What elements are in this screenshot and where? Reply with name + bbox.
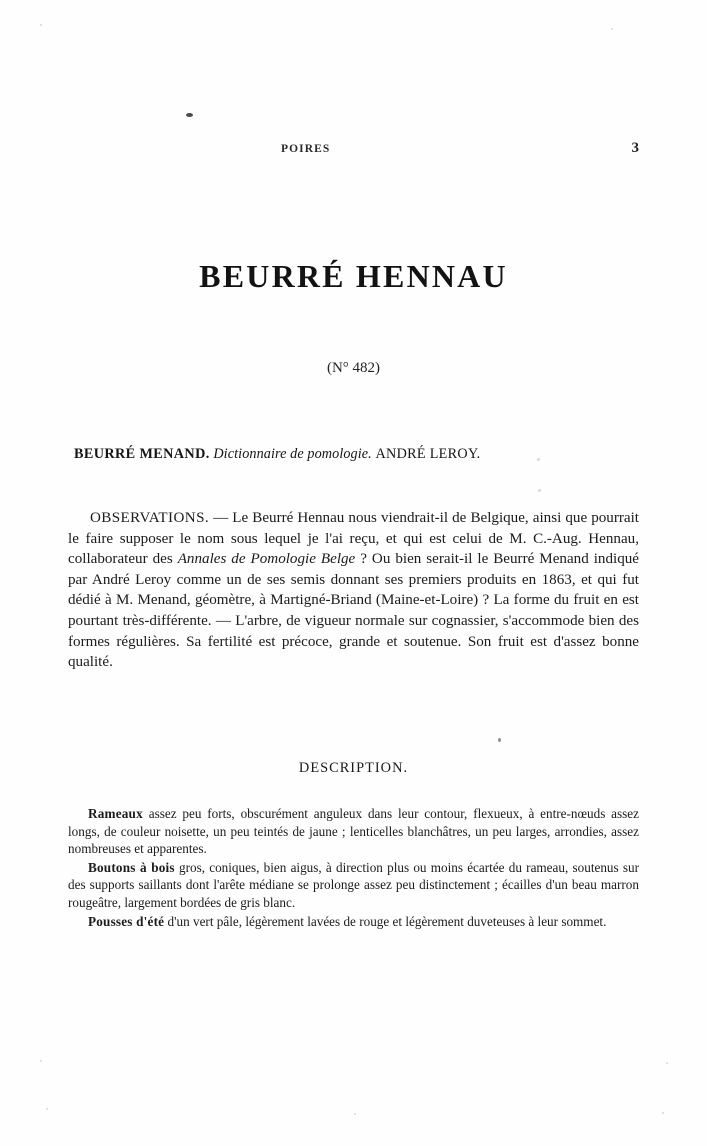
observations-label: OBSERVATIONS.: [90, 510, 210, 526]
scan-speck: [666, 1062, 668, 1064]
reference-name: BEURRÉ MENAND.: [74, 446, 210, 462]
description-section: [68, 805, 639, 931]
scan-speck: [498, 738, 501, 742]
description-item: [68, 805, 639, 858]
page-title: BEURRÉ HENNAU: [199, 258, 508, 294]
description-item-lead: Boutons à bois: [88, 859, 175, 875]
description-item: [68, 913, 639, 931]
description-item-text: assez peu forts, obscurément anguleux dans leur contour, flexueux, à entre-nœuds assez longs, de couleur noisette, un peu teintés de jaune ; lenticelles blanchâtres, un peu larges, arrondies, assez nombreuses et apparentes.: [68, 806, 639, 857]
scan-speck: [538, 489, 541, 492]
reference-work: Dictionnaire de pomologie.: [213, 446, 372, 462]
page-number: 3: [631, 140, 639, 156]
description-item-lead: Rameaux: [88, 806, 143, 821]
observations-italic-work: Annales de Pomologie Belge: [177, 551, 356, 568]
reference-line: [74, 446, 639, 463]
running-head-title: POIRES: [281, 143, 331, 155]
observations-text-2: ? Ou bien serait-il le Beurré Menand indiqué par André Leroy comme un de ses semis donnant ses premiers produits en 1863, et qui fut dédié à M. Menand, géomètre, à Martigné-Briand (Maine-et-Loire) ? La forme du fruit en est pourtant très-différente. — L'arbre, de vigueur normale sur cognassier, s'accommode bien des formes régulières. Sa fertilité est précoce, grande et soutenue. Son fruit est d'assez bonne qualité.: [68, 551, 639, 671]
description-heading: DESCRIPTION.: [298, 760, 409, 776]
description-item: [68, 859, 639, 912]
description-item-lead: Pousses d'été: [88, 913, 165, 929]
scan-speck: [40, 1060, 42, 1062]
description-item-text: d'un vert pâle, légèrement lavées de rouge et légèrement duveteuses à leur sommet.: [164, 913, 607, 929]
reference-author: ANDRÉ LEROY.: [375, 446, 481, 462]
entry-number: (N° 482): [326, 360, 381, 376]
scan-speck: [186, 113, 193, 117]
scan-speck: [611, 28, 613, 30]
running-head: [68, 140, 639, 159]
description-item-text: gros, coniques, bien aigus, à direction plus ou moins écartée du rameau, soutenus sur des supports saillants dont l'arête médiane se prolonge assez peu distinctement ; écailles d'un beau marron rougeâtre, largement bordées de gris blanc.: [68, 859, 640, 910]
scan-speck: [354, 1113, 356, 1115]
scan-speck: [662, 1112, 664, 1114]
observations-dash: —: [209, 510, 233, 526]
scan-speck: [46, 1108, 48, 1110]
observations-section: [68, 508, 639, 673]
observations-text-1: Le Beurré Hennau nous viendrait-il de Belgique, ainsi que pourrait le faire supposer le nom sous lequel je l'ai reçu, et qui est celui de M. C.-Aug. Hennau, collaborateur des: [68, 510, 639, 568]
scan-speck: [40, 24, 42, 26]
